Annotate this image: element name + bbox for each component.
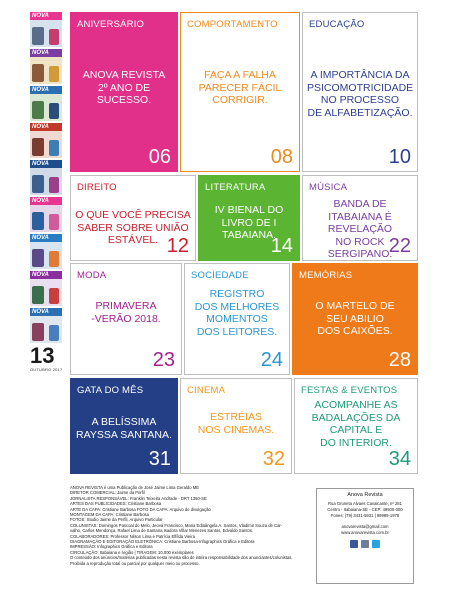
instagram-icon[interactable] [361,540,369,548]
tile-page-number: 06 [148,146,171,168]
tile-category: DIREITO [77,182,117,193]
tile-headline [297,300,413,338]
tile-category: COMPORTAMENTO [187,19,278,30]
tile-category: SOCIEDADE [191,270,249,281]
credit-line: JORNALISTA RESPONSÁVEL: Franklin Teixeira Andrade - DRT 1350-SE [70,495,207,501]
tile-literatura[interactable] [198,175,300,261]
cover-thumbnail[interactable] [30,197,62,232]
page-date: OUTUBRO 2017 [30,367,63,372]
cover-photo [49,288,59,304]
tile-category: ANIVERSÁRIO [77,19,145,30]
tile-category: CINEMA [187,385,226,396]
phones: Fones: (79) 3431-5931 | 99989-1978 [330,513,400,518]
cover-photo [32,323,44,341]
cover-photo [32,175,44,193]
tile-headline [299,399,413,449]
headline-line: RAYSSA SANTANA. [76,428,172,441]
headline-line: IV BIENAL DO [214,204,284,216]
tile-gata-do-mes[interactable] [70,378,178,474]
tile-cinema[interactable] [180,378,292,474]
cover-logo: NOVA [32,13,49,19]
page-number-block [30,345,66,372]
headline-line: SEU ABILIO [326,312,384,325]
cover-thumbnail[interactable] [30,12,62,47]
tile-page-number: 24 [260,349,283,371]
tile-headline [75,300,177,325]
headline-line: -VERÃO 2018. [91,312,161,325]
tile-page-number: 32 [262,448,285,470]
address-line: Rua Gruneta Alvaes Cavalcante, nº 281 [328,501,402,506]
facebook-icon[interactable] [350,540,358,548]
headline-line: DOS LEITORES. [196,325,278,338]
cover-logo: NOVA [32,235,49,241]
headline-line: FAÇA A FALHA [204,69,276,81]
cover-logo: NOVA [32,50,49,56]
tile-page-number: 14 [270,235,293,257]
headline-line: REGISTRO [209,288,265,300]
cover-thumbnail[interactable] [30,86,62,121]
cover-photo [49,214,59,230]
cover-thumbnail[interactable] [30,308,62,343]
headline-line: CORRIGIR. [212,94,268,106]
headline-line: PRIMAVERA [95,300,157,312]
publisher-name: Anova Revista [347,492,383,498]
disclaimer: O conteúdo dos anúncios/matérias publicadas nesta revista são de inteira responsabilidade dos anunciantes/colunistas. Proibida a reprodução total ou parcial por qualquer meio ou processo. [70,555,293,566]
email-link[interactable]: anovarevista@gmail.com [341,524,389,529]
cover-strip [30,12,62,342]
tile-headline [307,69,413,119]
credit-line: ANOVA REVISTA é uma Publicação de José Jaime Lima Geraldo ME [70,485,200,490]
headline-line: DOS CAIXÕES. [317,325,393,337]
cover-photo [49,325,59,341]
headline-line: O MARTELO DE [315,300,395,312]
tile-page-number: 31 [148,448,171,470]
headline-line: CAPITAL E [329,424,383,436]
tile-memorias[interactable] [292,263,418,375]
cover-photo [32,249,44,267]
tile-page-number: 10 [388,146,411,168]
headline-line: NO PROCESSO [320,94,400,106]
headline-line: LIVRO DE I [221,216,277,229]
tile-headline [75,416,173,441]
tile-comportamento[interactable] [180,12,300,172]
tile-aniversario[interactable] [70,12,178,172]
headline-line: SABER SOBRE UNIÃO [77,221,189,234]
credit-line: ARTE DA CAPA: Cristiane Barbosa FOTO DA CAPA: Arquivo de divulgação [70,506,211,512]
tile-sociedade[interactable] [184,263,290,375]
headline-line: DOS MELHORES [194,300,280,313]
tile-educacao[interactable] [302,12,418,172]
tile-category: MODA [77,270,107,281]
cover-thumbnail[interactable] [30,234,62,269]
tile-page-number: 34 [388,448,411,470]
credit-line: ARTES DAS PUBLICIDADES: Cristiane Barbosa [70,501,162,507]
tile-headline [185,411,287,436]
headline-line: REVELAÇÃO [327,223,393,235]
cover-logo: NOVA [32,309,49,315]
tile-category: LITERATURA [205,182,266,193]
headline-line: NO ROCK [335,235,385,248]
headline-line: A BELÍSSIMA [91,416,157,428]
headline-line: DO INTERIOR. [320,436,392,449]
headline-line: ITABAIANA É [328,210,392,223]
credit-line: FOTOS: Studio Jaime da Perfil, Arquivo Particular [70,517,163,523]
tile-headline [75,69,173,107]
cover-photo [49,251,59,267]
headline-line: TABAIANA. [221,229,277,241]
headline-line: NOS CINEMAS. [197,423,275,436]
headline-line: SUCESSO. [96,94,152,106]
cover-photo [32,212,44,230]
tile-direito[interactable] [70,175,196,261]
tile-page-number: 28 [388,349,411,371]
headline-line: MOMENTOS [206,313,268,325]
headline-line: 2º ANO DE [97,81,151,94]
cover-photo [49,103,59,119]
cover-thumbnail[interactable] [30,160,62,195]
social-icons [317,540,413,548]
tile-page-number: 23 [152,349,175,371]
headline-line: A IMPORTÂNCIA DA [310,69,410,81]
cover-thumbnail[interactable] [30,123,62,158]
cover-photo [49,177,59,193]
credit-line: CIRCULAÇÃO: Itabaiana e região | TIRAGEM: 10.000 exemplares [70,549,194,555]
tile-festas-eventos[interactable] [294,378,418,474]
tile-moda[interactable] [70,263,182,375]
headline-line: ANOVA REVISTA [82,69,166,81]
cover-logo: NOVA [32,124,49,130]
cover-thumbnail[interactable] [30,271,62,306]
credit-line: COLABORADORES: Professor Nilson Lima e Patrícia Elfílda Vieira [70,533,195,539]
twitter-icon[interactable] [372,540,380,548]
tile-page-number: 12 [166,235,189,257]
headline-line: ACOMPANHE AS [314,399,398,411]
headline-line: SERGIPANO. [327,248,393,260]
page-number: 13 [30,343,55,368]
credit-line: IMPRESSÃO: Infographics Gráfica e Editora [70,544,153,550]
headline-line: DE ALFABETIZAÇÃO. [307,106,413,119]
cover-photo [32,64,44,82]
cover-photo [32,138,44,156]
tile-page-number: 22 [388,235,411,257]
tile-category: EDUCAÇÃO [309,19,365,30]
website-link[interactable]: www.anovarevista.com.br [341,530,389,535]
headline-line: O QUE VOCÊ PRECISA [75,209,191,221]
cover-logo: NOVA [32,161,49,167]
headline-line: BADALAÇÕES DA [311,411,401,424]
headline-line: ESTRÉIAS [210,411,262,423]
cover-photo [32,101,44,119]
headline-line: ESTÁVEL. [107,234,159,246]
headline-line: BANDA DE [333,198,387,210]
credit-line: MONTAGEM DA CAPA: Cristiane Barbosa [70,512,149,518]
credit-line: valho, Carlos Mendonça, Rafael Lima de Santana,Isadora Villar Menezes Santos, Edvaldo Santos. [70,528,254,534]
contact-box [316,488,414,584]
credit-line: COLUNISTAS: Domingos Pascoal do Melo, Jeová Francisco, Maria Edlaângela A. Santos, Vladimir Souza de Car- [70,522,283,528]
cover-logo: NOVA [32,198,49,204]
credit-line: DIRETOR COMERCIAL: Jaime da Perfil [70,490,145,496]
cover-photo [32,286,44,304]
cover-photo [49,140,59,156]
tile-category: MEMÓRIAS [299,270,353,281]
cover-photo [49,66,59,82]
address-line: Centro - Itabaiana-SE - CEP: 49500-000 [327,507,403,512]
credit-line: DIAGRAMAÇÃO E EDITORAÇÃO ELETRÔNICA: Cristiane Barbosa-Infographics Gráfica e Editora [70,539,255,545]
tile-headline [185,69,295,107]
tile-category: MÚSICA [309,182,348,193]
cover-photo [32,27,44,45]
cover-thumbnail[interactable] [30,49,62,84]
credits [70,485,308,566]
cover-logo: NOVA [32,272,49,278]
tile-page-number: 08 [270,146,293,168]
headline-line: PSICOMOTRICIDADE [307,81,414,94]
tile-musica[interactable] [302,175,418,261]
tile-category: GATA DO MÊS [77,385,144,396]
tile-category: FESTAS & EVENTOS [301,385,398,396]
cover-logo: NOVA [32,87,49,93]
cover-photo [49,29,59,45]
headline-line: PARECER FÁCIL [198,81,282,94]
tile-headline [189,288,285,338]
